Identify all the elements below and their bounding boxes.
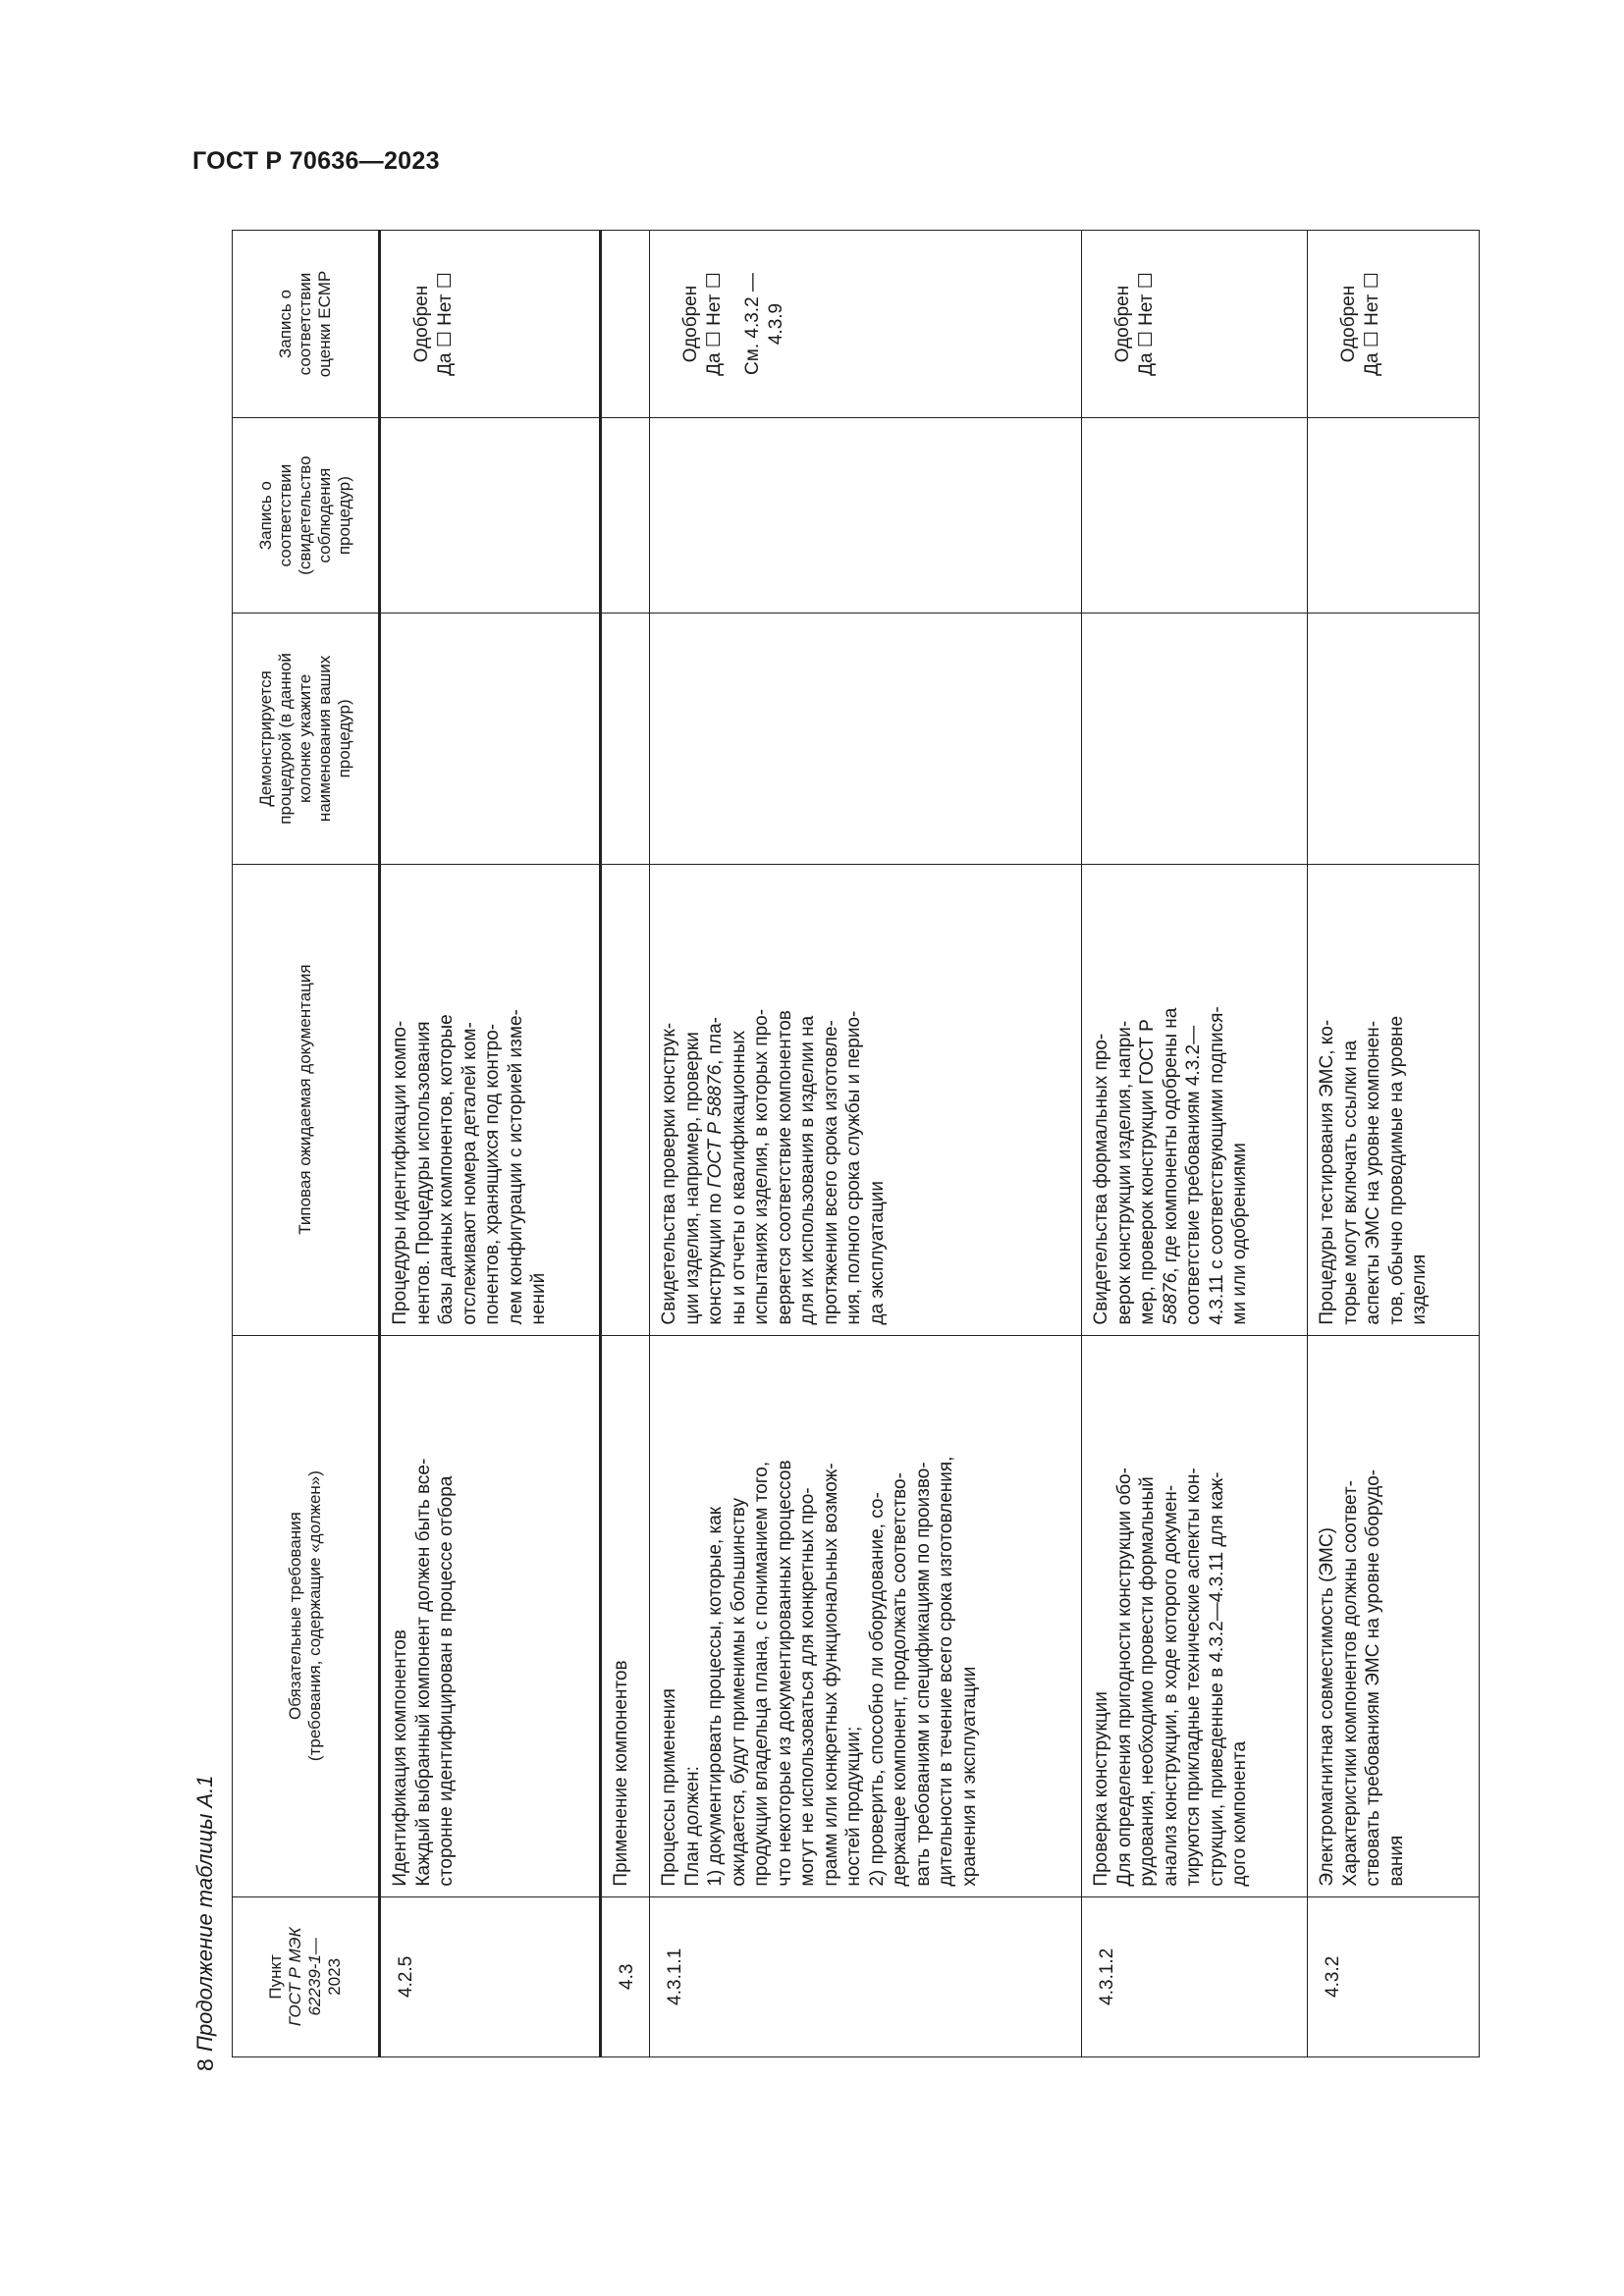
- clause-number: 4.3: [601, 1896, 650, 2056]
- text-line: соответствие требованиям 4.3.2—: [1183, 1025, 1204, 1325]
- text-line: 58876, где компоненты одобрены на: [1160, 1007, 1181, 1325]
- procedure-cell: [1082, 614, 1308, 864]
- col-header-ecmp-record: [233, 231, 380, 418]
- clause-number: 4.3.2: [1308, 1896, 1480, 2056]
- text-line: Демонстрируется: [256, 670, 275, 807]
- text-line: Да ☐ Нет ☐: [703, 272, 725, 376]
- text-line: Идентификация компонентов: [390, 1629, 410, 1887]
- text-line: Да ☐ Нет ☐: [1361, 272, 1382, 376]
- text-line: См. 4.3.2 —: [742, 273, 763, 375]
- text-line: соответствии: [276, 463, 295, 567]
- record-cell: [650, 418, 1082, 614]
- text-line: соответствии: [296, 272, 314, 376]
- documentation-text: [1082, 864, 1308, 1335]
- text-line: Процессы применения: [659, 1688, 679, 1887]
- text-line: Процедуры идентификации компо-: [390, 1020, 410, 1325]
- record-cell: [1308, 418, 1480, 614]
- text-line: Типовая ожидаемая документация: [296, 964, 314, 1235]
- text-line: Проверка конструкции: [1091, 1691, 1111, 1887]
- requirement-text: [1308, 1335, 1480, 1896]
- text-line: ствовать требованиям ЭМС на уровне оборудо-: [1363, 1468, 1383, 1887]
- text-line: держащее компонент, продолжать соответство-: [890, 1472, 910, 1887]
- text-line: 2) проверить, способно ли оборудование, со-: [866, 1492, 888, 1887]
- text-line: дого компонента: [1229, 1740, 1250, 1887]
- requirement-text: [650, 1335, 1082, 1896]
- text-line: изделия: [1409, 1254, 1430, 1325]
- text-line: вания: [1385, 1835, 1407, 1887]
- text-line: Для определения пригодности конструкции обо-: [1113, 1468, 1135, 1887]
- documentation-text: [1308, 864, 1480, 1335]
- text-line: базы данных компонентов, которые: [436, 1014, 457, 1325]
- text-line: Запись о: [276, 290, 295, 358]
- text-line: Свидетельства формальных про-: [1091, 1033, 1111, 1325]
- page-number: 8: [192, 2058, 218, 2071]
- table-row: [650, 231, 1082, 2057]
- table-row: [601, 231, 650, 2057]
- text-line: Да ☐ Нет ☐: [434, 272, 456, 376]
- requirement-text: [601, 1335, 650, 1896]
- text-line: ны и отчеты о квалификационных: [728, 1030, 749, 1325]
- col-header-requirements: [233, 1335, 380, 1896]
- text-line: Одобрен: [411, 285, 432, 363]
- col-header-procedure: [233, 614, 380, 864]
- text-line: отслеживают номера деталей ком-: [459, 1022, 480, 1325]
- text-line: нений: [528, 1272, 549, 1325]
- text-line: Да ☐ Нет ☐: [1135, 272, 1157, 376]
- text-line: Пункт: [266, 1954, 285, 2000]
- text-line: процедурой (в данной: [276, 653, 295, 825]
- text-line: протяжении всего срока изготовле-: [820, 1020, 841, 1325]
- approval-cell: [1308, 231, 1480, 418]
- text-line: Свидетельства проверки конструк-: [659, 1022, 679, 1325]
- table-row: [1308, 231, 1480, 2057]
- text-line: Применение компонентов: [611, 1660, 631, 1887]
- text-line: Обязательные требования: [286, 1512, 304, 1720]
- text-line: верок конструкции изделия, напри-: [1113, 1020, 1135, 1325]
- text-line: колонке укажите: [296, 673, 314, 803]
- table-row: [380, 231, 601, 2057]
- text-line: торые могут включать ссылки на: [1339, 1040, 1361, 1325]
- text-line: соблюдения: [315, 467, 334, 563]
- procedure-cell: [380, 614, 601, 864]
- record-cell: [380, 418, 601, 614]
- procedure-cell: [1308, 614, 1480, 864]
- requirements-table: [232, 230, 1480, 2057]
- text-line: (свидетельство: [296, 455, 314, 575]
- col-header-clause: [233, 1896, 380, 2056]
- text-line: План должен:: [681, 1766, 703, 1887]
- approval-cell: [380, 231, 601, 418]
- text-line: тируются прикладные технические аспекты кон-: [1183, 1468, 1204, 1887]
- text-line: дительности в течение всего срока изготовления,: [936, 1456, 956, 1887]
- approval-cell: [601, 231, 650, 418]
- text-line: нентов. Процедуры использования: [412, 1021, 434, 1325]
- approval-cell: [1082, 231, 1308, 418]
- text-line: 2023: [325, 1957, 344, 1996]
- clause-number: 4.2.5: [380, 1896, 601, 2056]
- record-cell: [1082, 418, 1308, 614]
- text-line: Каждый выбранный компонент должен быть все-: [412, 1458, 434, 1887]
- rotated-table-frame: [232, 230, 1479, 2057]
- text-line: для их использования в изделии на: [797, 1015, 818, 1325]
- text-line: анализ конструкции, в ходе которого докумен-: [1160, 1484, 1181, 1887]
- text-line: могут не использоваться для конкретных про-: [797, 1487, 818, 1887]
- text-line: вать требованиям и спецификациям по произво-: [912, 1462, 934, 1887]
- text-line: аспекты ЭМС на уровне компонен-: [1363, 1020, 1383, 1325]
- text-line: струкции, приведенные в 4.3.2—4.3.11 для каж-: [1206, 1471, 1227, 1887]
- text-line: оценки ЕСМР: [315, 270, 334, 378]
- text-line: Одобрен: [1338, 285, 1359, 363]
- text-line: Электромагнитная совместимость (ЭМС): [1317, 1527, 1337, 1887]
- text-line: ГОСТ Р МЭК: [286, 1927, 304, 2027]
- approval-cell: [650, 231, 1082, 418]
- text-line: лем конфигурации с историей изме-: [505, 1009, 526, 1325]
- text-line: 1) документировать процессы, которые, как: [705, 1506, 726, 1887]
- text-line: 62239-1—: [305, 1938, 324, 2016]
- text-line: процедур): [335, 476, 353, 556]
- requirement-text: [1082, 1335, 1308, 1896]
- col-header-documentation: [233, 864, 380, 1335]
- procedure-cell: [650, 614, 1082, 864]
- documentation-text: [380, 864, 601, 1335]
- text-line: Одобрен: [1112, 285, 1133, 363]
- record-cell: [601, 418, 650, 614]
- text-line: тов, обычно проводимые на уровне: [1385, 1015, 1407, 1325]
- text-line: ции изделия, например, проверки: [681, 1032, 703, 1325]
- documentation-text: [650, 864, 1082, 1335]
- text-line: Характеристики компонентов должны соответ-: [1339, 1479, 1361, 1887]
- text-line: продукции владельца плана, с пониманием того,: [751, 1461, 772, 1887]
- text-line: ния, полного срока службы и перио-: [843, 1010, 864, 1325]
- table-row: [1082, 231, 1308, 2057]
- text-line: ми или одобрениями: [1229, 1143, 1250, 1325]
- text-line: 4.3.9: [765, 302, 786, 346]
- text-line: наименования ваших: [315, 655, 334, 823]
- text-line: Процедуры тестирования ЭМС, ко-: [1317, 1019, 1337, 1325]
- text-line: грамм или конкретных функциональных возмож-: [820, 1463, 841, 1887]
- text-line: Запись о: [256, 481, 275, 551]
- text-line: хранения и эксплуатации: [958, 1666, 980, 1887]
- text-line: ностей продукции;: [843, 1726, 864, 1887]
- clause-number: 4.3.1.2: [1082, 1896, 1308, 2056]
- see-reference: [741, 240, 787, 407]
- text-line: 4.3.11 с соответствующими подпися-: [1206, 1006, 1227, 1325]
- col-header-record: [233, 418, 380, 614]
- text-line: рудования, необходимо провести формальный: [1137, 1476, 1158, 1887]
- table-caption: Продолжение таблицы А.1: [192, 1775, 217, 2052]
- text-line: мер, проверок конструкции ГОСТ Р: [1137, 1019, 1158, 1325]
- text-line: понентов, хранящихся под контро-: [482, 1023, 503, 1325]
- text-line: (требования, содержащие «должен»): [305, 1470, 324, 1762]
- header-row: [233, 231, 380, 2057]
- clause-number: 4.3.1.1: [650, 1896, 1082, 2056]
- text-line: сторонне идентифицирован в процессе отбора: [436, 1475, 457, 1887]
- requirement-text: [380, 1335, 601, 1896]
- text-line: ожидается, будут применимы к большинству: [728, 1498, 749, 1887]
- procedure-cell: [601, 614, 650, 864]
- text-line: веряется соответствие компонентов: [774, 1010, 795, 1325]
- text-line: что некоторые из документированных процессов: [774, 1460, 795, 1887]
- text-line: да эксплуатации: [866, 1180, 888, 1325]
- text-line: испытаниях изделия, в которых про-: [751, 1008, 772, 1325]
- document-code: ГОСТ Р 70636—2023: [192, 147, 440, 175]
- text-line: процедур): [335, 699, 353, 778]
- documentation-text: [601, 864, 650, 1335]
- text-line: конструкции по ГОСТ Р 58876, пла-: [705, 1017, 726, 1325]
- text-line: Одобрен: [680, 285, 701, 363]
